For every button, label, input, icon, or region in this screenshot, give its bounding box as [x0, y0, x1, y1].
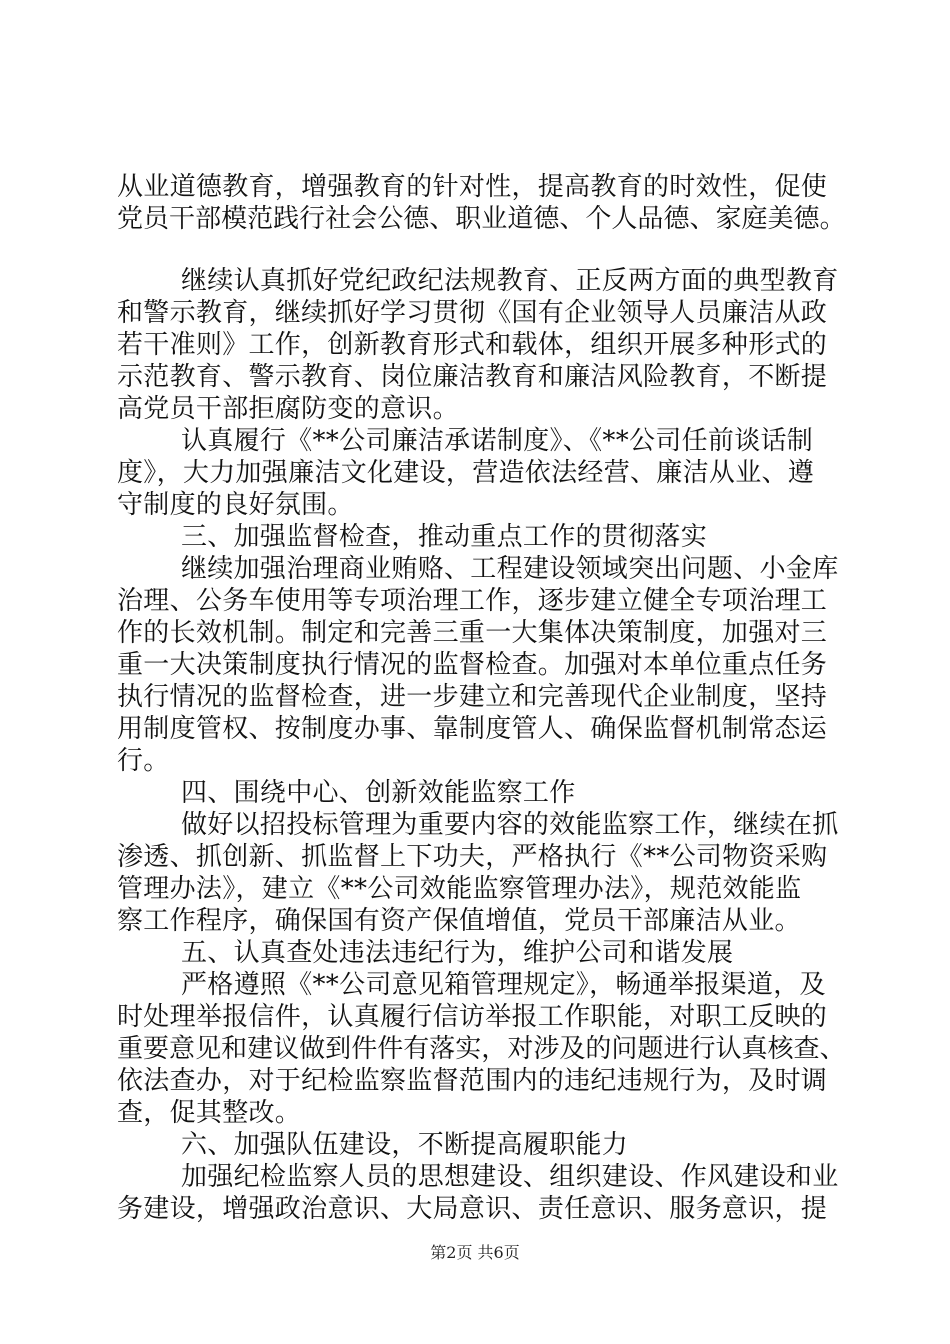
text-line: 从业道德教育，增强教育的针对性，提高教育的时效性，促使 [117, 172, 828, 202]
paragraph [117, 171, 847, 235]
text-line: 察工作程序，确保国有资产保值增值，党员干部廉洁从业。 [117, 906, 801, 936]
text-line: 作的长效机制。制定和完善三重一大集体决策制度，加强对三 [117, 618, 828, 648]
text-line: 治理、公务车使用等专项治理工作，逐步建立健全专项治理工 [117, 586, 828, 616]
heading-line: 四、围绕中心、创新效能监察工作 [181, 778, 576, 808]
text-line: 继续认真抓好党纪政纪法规教育、正反两方面的典型教育 [181, 266, 839, 296]
text-line: 行。 [117, 746, 170, 776]
text-line: 高党员干部拒腐防变的意识。 [117, 394, 459, 424]
paragraph [117, 809, 847, 937]
heading-line: 三、加强监督检查，推动重点工作的贯彻落实 [181, 522, 708, 552]
paragraph [117, 265, 847, 425]
paragraph [117, 425, 847, 521]
section-heading [117, 777, 847, 809]
heading-line: 六、加强队伍建设，不断提高履职能力 [181, 1130, 629, 1160]
text-line: 加强纪检监察人员的思想建设、组织建设、作风建设和业 [181, 1162, 839, 1192]
text-line: 时处理举报信件，认真履行信访举报工作职能，对职工反映的 [117, 1002, 828, 1032]
page-number-footer: 第2页 共6页 [430, 1243, 520, 1262]
text-line: 渗透、抓创新、抓监督上下功夫，严格执行《**公司物资采购 [117, 842, 828, 872]
text-line: 依法查办，对于纪检监察监督范围内的违纪违规行为，及时调 [117, 1066, 828, 1096]
section-heading [117, 521, 847, 553]
text-line: 示范教育、警示教育、岗位廉洁教育和廉洁风险教育，不断提 [117, 362, 828, 392]
text-line: 守制度的良好氛围。 [117, 490, 354, 520]
text-line: 严格遵照《**公司意见箱管理规定》，畅通举报渠道，及 [181, 970, 826, 1000]
section-heading [117, 937, 847, 969]
paragraph [117, 969, 847, 1129]
text-line: 认真履行《**公司廉洁承诺制度》、《**公司任前谈话制 [181, 426, 814, 456]
section-heading [117, 1129, 847, 1161]
text-line: 继续加强治理商业贿赂、工程建设领域突出问题、小金库 [181, 554, 839, 584]
text-line: 重一大决策制度执行情况的监督检查。加强对本单位重点任务 [117, 650, 828, 680]
text-line: 度》，大力加强廉洁文化建设，营造依法经营、廉洁从业、遵 [117, 458, 815, 488]
text-line: 若干准则》工作，创新教育形式和载体，组织开展多种形式的 [117, 330, 828, 360]
text-line: 务建设，增强政治意识、大局意识、责任意识、服务意识，提 [117, 1194, 828, 1224]
text-line: 管理办法》，建立《**公司效能监察管理办法》，规范效能监 [117, 874, 802, 904]
document-body [117, 171, 847, 1225]
text-line: 党员干部模范践行社会公德、职业道德、个人品德、家庭美德。 [117, 204, 846, 234]
text-line: 做好以招投标管理为重要内容的效能监察工作，继续在抓 [181, 810, 839, 840]
text-line: 重要意见和建议做到件件有落实，对涉及的问题进行认真核查、 [117, 1034, 846, 1064]
text-line: 用制度管权、按制度办事、靠制度管人、确保监督机制常态运 [117, 714, 828, 744]
heading-line: 五、认真查处违法违纪行为，维护公司和谐发展 [181, 938, 734, 968]
paragraph [117, 1161, 847, 1225]
text-line: 查，促其整改。 [117, 1098, 302, 1128]
paragraph [117, 553, 847, 777]
text-line: 执行情况的监督检查，进一步建立和完善现代企业制度，坚持 [117, 682, 828, 712]
text-line: 和警示教育，继续抓好学习贯彻《国有企业领导人员廉洁从政 [117, 298, 828, 328]
